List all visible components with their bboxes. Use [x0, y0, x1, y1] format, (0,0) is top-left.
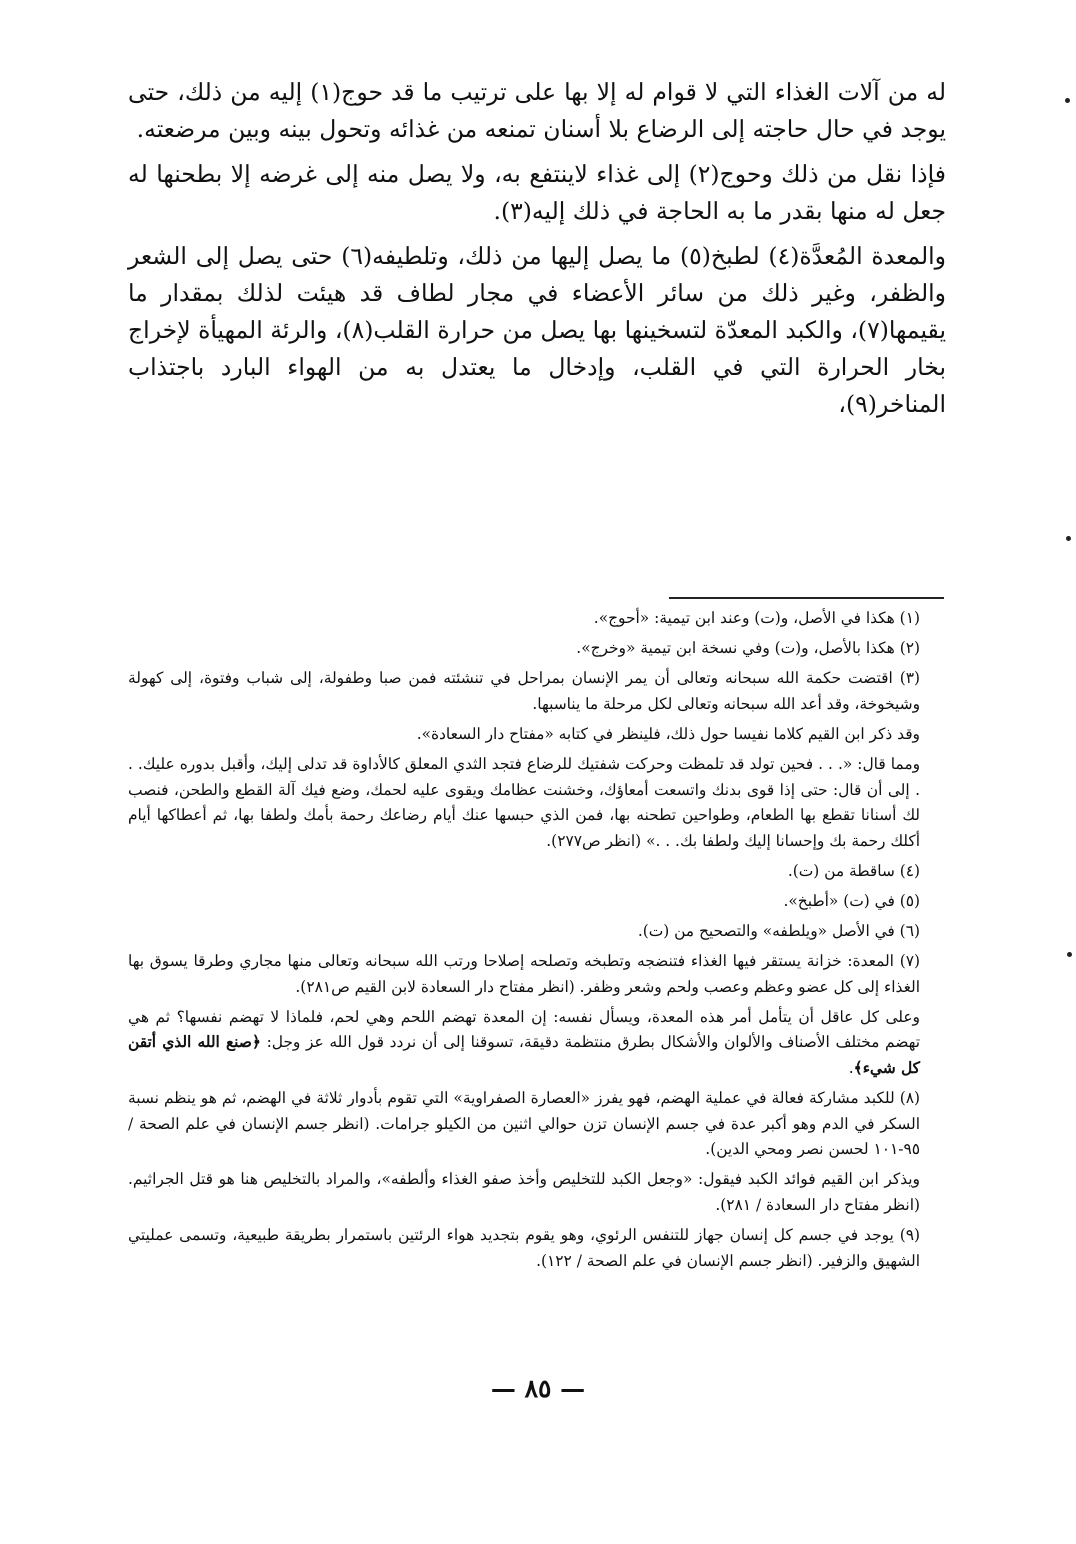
footnote-7-continuation-text: وعلى كل عاقل أن يتأمل أمر هذه المعدة، ويسأل نفسه: إن المعدة تهضم اللحم وهي لحم، فلماذا لا تهضم نفسها؟ ثم هي تهضم مختلف الأصناف والألوان والأشكال بطرق منتظمة دقيقة، تسوقنا إلى أن نردد قول الله عز وجل:: [128, 1007, 920, 1052]
footnote-5: (٥) في (ت) «أطبخ».: [783, 891, 920, 910]
footnote-3-continuation-2: ومما قال: «. . . فحين تولد قد تلمظت وحركت شفتيك للرضاع فتجد الثدي المعلق كالأداوة قد تدلى إليك، وأقبل بدوره عليك. . . إلى أن قال: حتى إذا قوى بدنك واتسعت أمعاؤك، وخشنت عظامك ويقوى عليه لحمك، وضع فيك آلة القطع والطحن، فنصب لك أسنانا تقطع بها الطعام، وطواحين تطحنه بها، فمن الذي حبسها عنك أيام رضاعك رحمة بأمك ولطفا بها، ثم أعطاكها أيام أكلك رحمة بك وإحسانا إليك ولطفا بك. . .» (انظر ص٢٧٧).: [128, 754, 920, 850]
footnotes: [128, 606, 946, 1279]
main-paragraph-1: له من آلات الغذاء التي لا قوام له إلا بها على ترتيب ما قد حوج(١) إليه من ذلك، حتى يوجد في حال حاجته إلى الرضاع بلا أسنان تمنعه من غذائه وتحول بينه وبين مرضعته.: [128, 78, 947, 143]
page-number: — ٨٥ —: [490, 1374, 586, 1403]
scan-mark: [1066, 536, 1071, 541]
footnote-8: (٨) للكبد مشاركة فعالة في عملية الهضم، فهو يفرز «العصارة الصفراوية» التي تقوم بأدوار ثلاثة في الهضم، ثم هو ينظم نسبة السكر في الدم وهو أكبر عدة في جسم الإنسان تزن حوالي اثنين من الكيلو جرامات. (انظر جسم الإنسان في علم الصحة / ٩٥-١٠١ لحسن نصر ومحي الدين).: [128, 1089, 920, 1159]
footnote-1: (١) هكذا في الأصل، و(ت) وعند ابن تيمية: «أحوج».: [593, 609, 920, 627]
footnote-7-continuation: [128, 1005, 946, 1082]
main-text: [128, 74, 946, 431]
footnote-7-continuation-end: .: [848, 1059, 854, 1077]
quran-quote: ﴿صنع الله الذي أتقن كل شيء﴾: [128, 1033, 920, 1077]
main-paragraph-3: والمعدة المُعدَّة(٤) لطبخ(٥) ما يصل إليها من ذلك، وتلطيفه(٦) حتى يصل إلى الشعر والظفر، وغير ذلك من سائر الأعضاء في مجار لطاف قد هيئت لذلك بمقدار ما يقيمها(٧)، والكبد المعدّة لتسخينها بها يصل من حرارة القلب(٨)، والرئة المهيأة لإخراج بخار الحرارة التي في القلب، وإدخال ما يعتدل به من الهواء البارد باجتذاب المناخر(٩)،: [128, 242, 946, 418]
footnote-separator: [669, 597, 944, 599]
footnote-2: (٢) هكذا بالأصل، و(ت) وفي نسخة ابن تيمية «وخرج».: [576, 639, 920, 658]
footnote-3: (٣) اقتضت حكمة الله سبحانه وتعالى أن يمر الإنسان بمراحل في تنشئته فمن صبا وطفولة، إلى شباب وفتوة، إلى كهولة وشيخوخة، وقد أعد الله سبحانه وتعالى لكل مرحلة ما يناسبها.: [128, 669, 920, 713]
footnote-8-continuation: ويذكر ابن القيم فوائد الكبد فيقول: «وجعل الكبد للتخليص وأخذ صفو الغذاء وألطفه»، والمراد بالتخليص هنا هو قتل الجراثيم. (انظر مفتاح دار السعادة / ٢٨١).: [128, 1170, 920, 1214]
main-paragraph-2: فإذا نقل من ذلك وحوج(٢) إلى غذاء لاينتفع به، ولا يصل منه إلى غرضه إلا بطحنها له جعل له منها بقدر ما به الحاجة في ذلك إليه(٣).: [128, 160, 946, 225]
footnote-7: (٧) المعدة: خزانة يستقر فيها الغذاء فتنضجه وتطبخه وتصلحه إصلاحا ورتب الله سبحانه وتعالى منها مجاري وطرقا يسوق بها الغذاء إلى كل عضو وعظم وعصب ولحم وشعر وظفر. (انظر مفتاح دار السعادة لابن القيم ص٢٨١).: [128, 952, 920, 996]
scan-mark: [1067, 952, 1072, 957]
scan-mark: [1065, 98, 1070, 103]
footnote-3-continuation-1: وقد ذكر ابن القيم كلاما نفيسا حول ذلك، فلينظر في كتابه «مفتاح دار السعادة».: [416, 724, 920, 743]
footnote-9: (٩) يوجد في جسم كل إنسان جهاز للتنفس الرئوي، وهو يقوم بتجديد هواء الرئتين باستمرار بطريقة طبيعية، وتسمى عمليتي الشهيق والزفير. (انظر جسم الإنسان في علم الصحة / ١٢٢).: [128, 1226, 920, 1270]
footnote-4: (٤) ساقطة من (ت).: [787, 861, 920, 880]
footnote-6: (٦) في الأصل «ويلطفه» والتصحيح من (ت).: [637, 922, 920, 941]
